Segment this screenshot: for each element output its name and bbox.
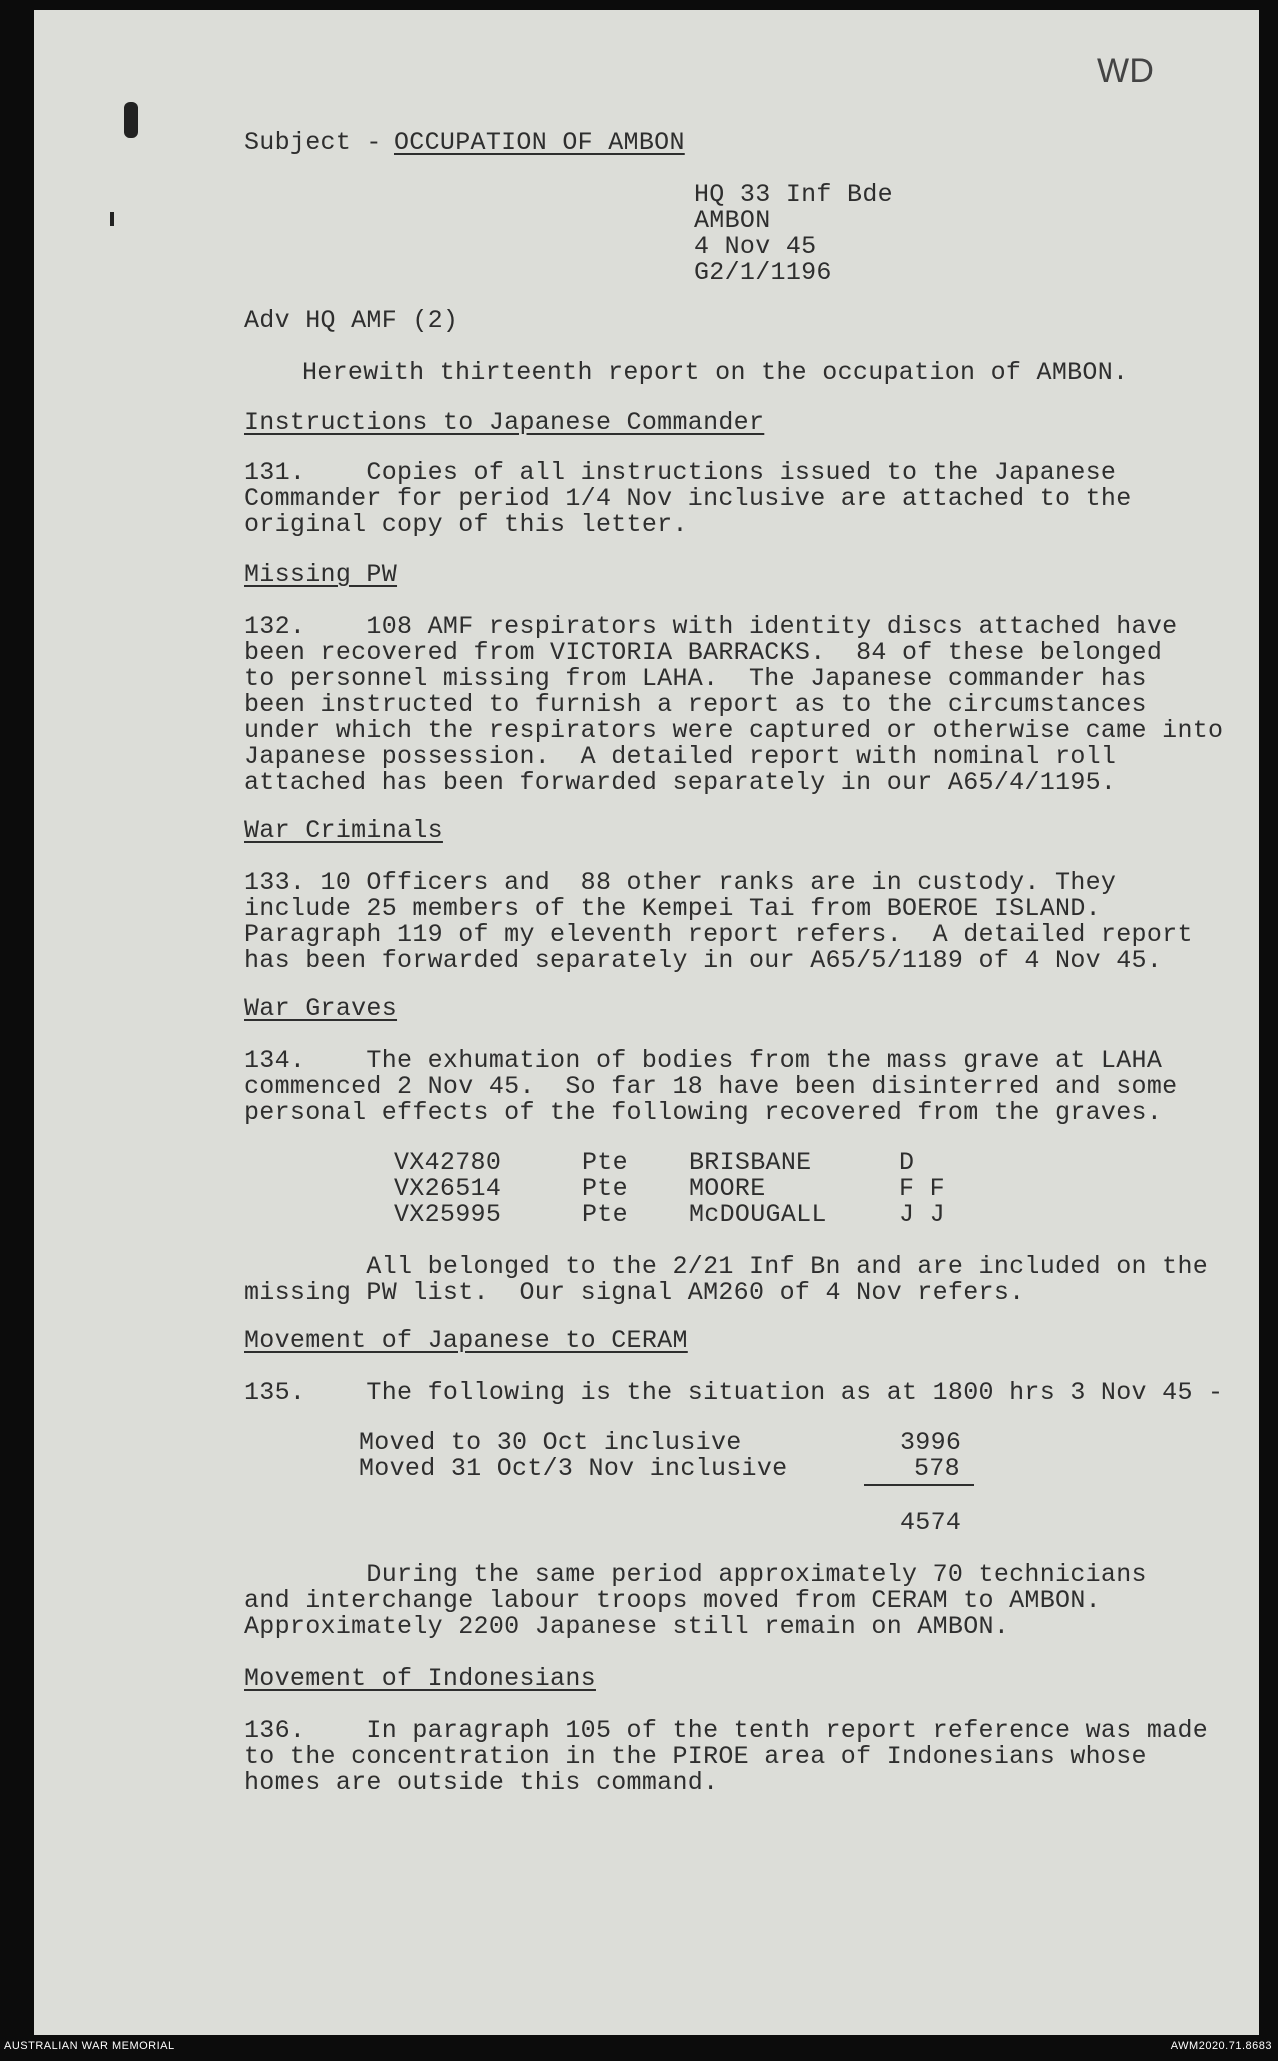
soldier-rank: Pte	[582, 1174, 628, 1203]
soldier-number: VX25995	[394, 1200, 502, 1229]
soldier-name: MOORE	[689, 1174, 766, 1203]
para-135-after-line: Approximately 2200 Japanese still remain on AMBON.	[244, 1612, 1010, 1641]
addressee: Adv HQ AMF (2)	[244, 306, 459, 335]
para-135-after-line: and interchange labour troops moved from CERAM to AMBON.	[244, 1586, 1101, 1615]
soldier-initials: F F	[899, 1174, 945, 1203]
footer-left: AUSTRALIAN WAR MEMORIAL	[4, 2040, 175, 2052]
subject-label: Subject -	[244, 128, 382, 157]
para-132-line: been instructed to furnish a report as to the circumstances	[244, 690, 1147, 719]
para-133-line: Paragraph 119 of my eleventh report refers. A detailed report	[244, 920, 1193, 949]
para-131-line: 131. Copies of all instructions issued to the Japanese	[244, 458, 1117, 487]
handwritten-annotation: WD	[1097, 52, 1155, 90]
subject-title: OCCUPATION OF AMBON	[394, 128, 685, 157]
heading-war-criminals: War Criminals	[244, 816, 443, 845]
para-134-line: personal effects of the following recovered from the graves.	[244, 1098, 1163, 1127]
para-131-line: Commander for period 1/4 Nov inclusive are attached to the	[244, 484, 1132, 513]
heading-movement-japanese: Movement of Japanese to CERAM	[244, 1326, 688, 1355]
header-unit: HQ 33 Inf Bde	[694, 180, 893, 209]
movement-row-value: 3996	[900, 1428, 962, 1457]
para-136-line: 136. In paragraph 105 of the tenth report reference was made	[244, 1716, 1209, 1745]
header-reference: G2/1/1196	[694, 258, 832, 287]
soldier-rank: Pte	[582, 1200, 628, 1229]
para-134-line: 134. The exhumation of bodies from the mass grave at LAHA	[244, 1046, 1163, 1075]
para-132-line: attached has been forwarded separately in our A65/4/1195.	[244, 768, 1117, 797]
soldier-number: VX42780	[394, 1148, 502, 1177]
header-date: 4 Nov 45	[694, 232, 817, 261]
movement-row-label: Moved to 30 Oct inclusive	[359, 1428, 742, 1457]
para-134-after-line: missing PW list. Our signal AM260 of 4 Nov refers.	[244, 1278, 1025, 1307]
movement-row-value: 578	[914, 1454, 960, 1483]
soldier-initials: D	[899, 1148, 915, 1177]
para-132-line: Japanese possession. A detailed report with nominal roll	[244, 742, 1117, 771]
para-132-line: to personnel missing from LAHA. The Japanese commander has	[244, 664, 1147, 693]
para-132-line: 132. 108 AMF respirators with identity discs attached have	[244, 612, 1178, 641]
para-136-line: to the concentration in the PIROE area of Indonesians whose	[244, 1742, 1147, 1771]
para-133-line: 133. 10 Officers and 88 other ranks are in custody. They	[244, 868, 1117, 897]
para-132-line: been recovered from VICTORIA BARRACKS. 84 of these belonged	[244, 638, 1163, 667]
soldier-name: BRISBANE	[689, 1148, 812, 1177]
para-134-after-line: All belonged to the 2/21 Inf Bn and are included on the	[244, 1252, 1209, 1281]
header-location: AMBON	[694, 206, 771, 235]
soldier-name: McDOUGALL	[689, 1200, 827, 1229]
soldier-initials: J J	[899, 1200, 945, 1229]
para-133-line: has been forwarded separately in our A65/5/1189 of 4 Nov 45.	[244, 946, 1163, 975]
soldier-rank: Pte	[582, 1148, 628, 1177]
para-135-lead: 135. The following is the situation as at 1800 hrs 3 Nov 45 -	[244, 1378, 1224, 1407]
para-135-after-line: During the same period approximately 70 technicians	[244, 1560, 1147, 1589]
heading-instructions: Instructions to Japanese Commander	[244, 408, 765, 437]
heading-movement-indonesians: Movement of Indonesians	[244, 1664, 596, 1693]
sum-rule	[864, 1484, 974, 1486]
para-132-line: under which the respirators were captured or otherwise came into	[244, 716, 1224, 745]
footer-right: AWM2020.71.8683	[1170, 2040, 1272, 2052]
staple-mark-icon	[110, 212, 114, 226]
para-136-line: homes are outside this command.	[244, 1768, 719, 1797]
movement-total: 4574	[900, 1508, 962, 1537]
para-131-line: original copy of this letter.	[244, 510, 688, 539]
ink-blot-icon	[124, 102, 138, 138]
heading-war-graves: War Graves	[244, 994, 398, 1023]
para-133-line: include 25 members of the Kempei Tai from BOEROE ISLAND.	[244, 894, 1101, 923]
document-page	[34, 10, 1259, 2035]
intro-text: Herewith thirteenth report on the occupation of AMBON.	[302, 358, 1129, 387]
heading-missing-pw: Missing PW	[244, 560, 398, 589]
para-134-line: commenced 2 Nov 45. So far 18 have been disinterred and some	[244, 1072, 1178, 1101]
movement-row-label: Moved 31 Oct/3 Nov inclusive	[359, 1454, 788, 1483]
soldier-number: VX26514	[394, 1174, 502, 1203]
